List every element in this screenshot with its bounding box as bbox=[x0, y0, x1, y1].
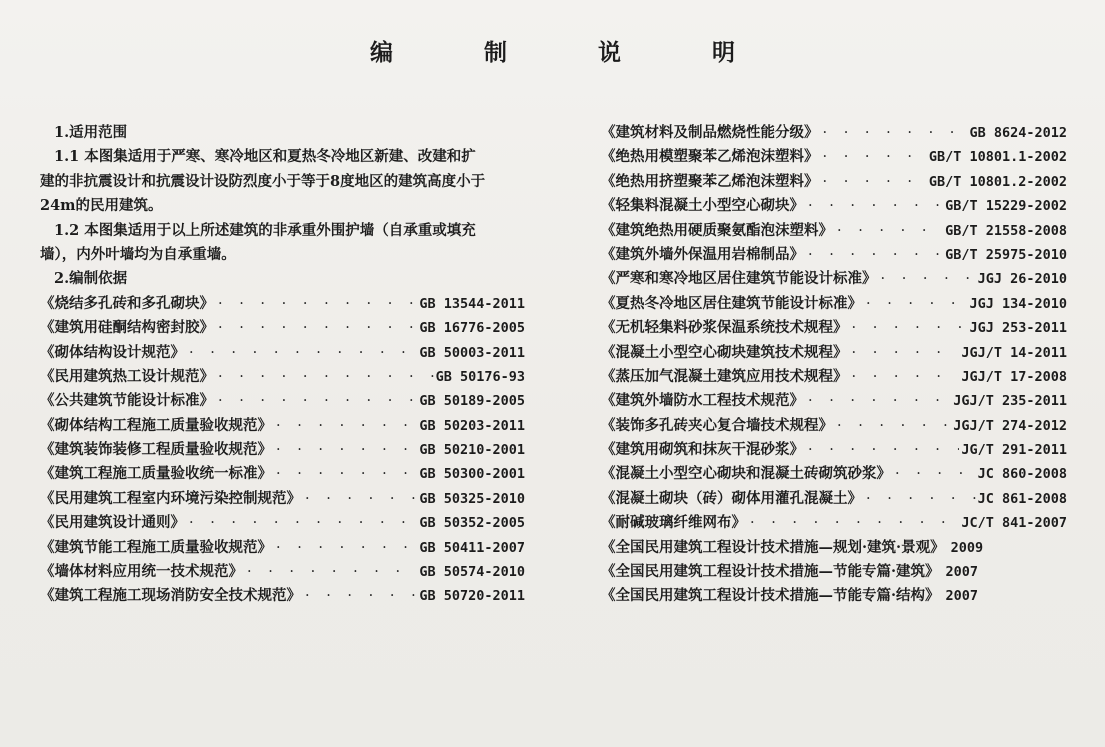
reference-code: GB/T 15229-2002 bbox=[945, 198, 1067, 215]
leader-dots bbox=[852, 365, 960, 389]
reference-item bbox=[601, 145, 1067, 169]
reference-year: 2007 bbox=[945, 564, 979, 581]
leader-dots bbox=[808, 194, 943, 218]
leader-dots bbox=[823, 170, 927, 194]
leader-dots bbox=[218, 389, 417, 413]
reference-code: JGJ 253-2011 bbox=[969, 320, 1067, 337]
reference-code: GB 50203-2011 bbox=[419, 417, 525, 434]
leader-dots bbox=[881, 267, 976, 291]
reference-name: 《墙体材料应用统一技术规范》 bbox=[40, 563, 243, 581]
reference-name: 《建筑绝热用硬质聚氨酯泡沫塑料》 bbox=[601, 221, 833, 239]
reference-code: GB/T 10801.1-2002 bbox=[928, 149, 1067, 166]
reference-name: 《全国民用建筑工程设计技术措施—节能专篇·建筑》 bbox=[601, 563, 940, 581]
reference-name: 《建筑材料及制品燃烧性能分级》 bbox=[601, 124, 819, 141]
reference-item bbox=[40, 584, 525, 608]
leader-dots bbox=[305, 584, 417, 608]
reference-item bbox=[601, 365, 1067, 389]
reference-name: 《装饰多孔砖夹心复合墙技术规程》 bbox=[601, 416, 833, 434]
reference-item bbox=[601, 267, 1067, 291]
reference-item bbox=[601, 316, 1067, 340]
reference-item bbox=[40, 487, 525, 511]
reference-name: 《混凝土砌块（砖）砌体用灌孔混凝土》 bbox=[601, 489, 862, 507]
reference-code: JGJ 26-2010 bbox=[977, 271, 1067, 288]
leader-dots bbox=[852, 316, 968, 340]
reference-year: 2007 bbox=[945, 588, 979, 605]
reference-name: 《夏热冬冷地区居住建筑节能设计标准》 bbox=[601, 294, 862, 312]
reference-item bbox=[601, 389, 1067, 413]
leader-dots bbox=[189, 341, 417, 365]
reference-code: GB 8624-2012 bbox=[969, 125, 1067, 141]
reference-code: GB/T 25975-2010 bbox=[945, 246, 1067, 263]
reference-name: 《全国民用建筑工程设计技术措施—规划·建筑·景观》 bbox=[601, 538, 945, 556]
reference-item bbox=[601, 243, 1067, 267]
reference-name: 《混凝土小型空心砌块和混凝土砖砌筑砂浆》 bbox=[601, 465, 891, 483]
reference-name: 《绝热用模塑聚苯乙烯泡沫塑料》 bbox=[601, 148, 819, 166]
reference-name: 《建筑用硅酮结构密封胶》 bbox=[40, 319, 214, 337]
reference-code: JGJ/T 14-2011 bbox=[961, 344, 1067, 361]
reference-item bbox=[40, 511, 525, 535]
reference-item bbox=[601, 584, 1067, 608]
reference-code: GB 50189-2005 bbox=[419, 393, 525, 410]
reference-item bbox=[601, 292, 1067, 316]
leader-dots bbox=[808, 243, 943, 267]
leader-dots bbox=[218, 365, 434, 389]
reference-item bbox=[601, 536, 1067, 560]
reference-code: GB 50176-93 bbox=[435, 368, 525, 385]
reference-name: 《砌体结构设计规范》 bbox=[40, 343, 185, 361]
reference-code: GB 50003-2011 bbox=[419, 344, 525, 361]
reference-item bbox=[601, 462, 1067, 486]
reference-code: JC 861-2008 bbox=[977, 490, 1067, 507]
section-heading-scope: 1.适用范围 bbox=[54, 124, 128, 141]
reference-name: 《全国民用建筑工程设计技术措施—节能专篇·结构》 bbox=[601, 587, 940, 605]
paragraph-1-1-line-2: 建的非抗震设计和抗震设计设防烈度小于等于8度地区的建筑高度小于 bbox=[40, 172, 486, 190]
reference-code: JG/T 291-2011 bbox=[961, 442, 1067, 459]
leader-dots bbox=[247, 560, 417, 584]
reference-name: 《建筑节能工程施工质量验收规范》 bbox=[40, 538, 272, 556]
reference-code: JGJ/T 17-2008 bbox=[961, 368, 1067, 385]
reference-code: GB 13544-2011 bbox=[419, 295, 525, 312]
reference-name: 《混凝土小型空心砌块建筑技术规程》 bbox=[601, 343, 848, 361]
reference-item bbox=[40, 316, 525, 340]
reference-name: 《无机轻集料砂浆保温系统技术规程》 bbox=[601, 319, 848, 337]
reference-name: 《烧结多孔砖和多孔砌块》 bbox=[40, 294, 214, 312]
leader-dots bbox=[750, 511, 959, 535]
reference-code: GB 50352-2005 bbox=[419, 515, 525, 532]
leader-dots bbox=[276, 414, 417, 438]
leader-dots bbox=[276, 536, 417, 560]
reference-code: JC/T 841-2007 bbox=[961, 515, 1067, 532]
reference-item bbox=[601, 170, 1067, 194]
reference-item bbox=[40, 292, 525, 316]
leader-dots bbox=[276, 462, 417, 486]
reference-code: GB 16776-2005 bbox=[419, 320, 525, 337]
leader-dots bbox=[837, 414, 951, 438]
left-column bbox=[40, 121, 525, 609]
reference-item bbox=[601, 414, 1067, 438]
right-column bbox=[601, 121, 1067, 609]
leader-dots bbox=[866, 292, 967, 316]
reference-code: GB/T 10801.2-2002 bbox=[928, 173, 1067, 190]
reference-code: JGJ/T 235-2011 bbox=[953, 393, 1067, 410]
reference-name: 《建筑用砌筑和抹灰干混砂浆》 bbox=[601, 441, 804, 459]
reference-item bbox=[601, 560, 1067, 584]
leader-dots bbox=[218, 316, 417, 340]
reference-item bbox=[601, 219, 1067, 243]
leader-dots bbox=[808, 389, 951, 413]
reference-item bbox=[601, 194, 1067, 218]
reference-name: 《民用建筑设计通则》 bbox=[40, 514, 185, 532]
reference-name: 《建筑工程施工现场消防安全技术规范》 bbox=[40, 587, 301, 605]
leader-dots bbox=[276, 438, 417, 462]
reference-code: JGJ 134-2010 bbox=[969, 295, 1067, 312]
reference-name: 《建筑装饰装修工程质量验收规范》 bbox=[40, 441, 272, 459]
leader-dots bbox=[852, 341, 960, 365]
reference-item bbox=[40, 462, 525, 486]
reference-year: 2009 bbox=[950, 539, 984, 556]
reference-code: GB 50411-2007 bbox=[419, 539, 525, 556]
reference-code: GB 50720-2011 bbox=[419, 588, 525, 605]
paragraph-1-1-line-1: 1.1 本图集适用于严寒、寒冷地区和夏热冬冷地区新建、改建和扩 bbox=[54, 148, 476, 166]
leader-dots bbox=[218, 292, 417, 316]
reference-name: 《严寒和寒冷地区居住建筑节能设计标准》 bbox=[601, 270, 877, 288]
reference-name: 《绝热用挤塑聚苯乙烯泡沫塑料》 bbox=[601, 172, 819, 190]
reference-name: 《民用建筑工程室内环境污染控制规范》 bbox=[40, 489, 301, 507]
paragraph-1-1-line-3: 24m的民用建筑。 bbox=[40, 197, 163, 215]
leader-dots bbox=[823, 121, 968, 145]
reference-code: GB 50574-2010 bbox=[419, 564, 525, 581]
leader-dots bbox=[189, 511, 417, 535]
page-title: 编 制 说 明 bbox=[370, 39, 769, 66]
reference-name: 《建筑外墙外保温用岩棉制品》 bbox=[601, 245, 804, 263]
reference-name: 《蒸压加气混凝土建筑应用技术规程》 bbox=[601, 367, 848, 385]
reference-code: JC 860-2008 bbox=[977, 466, 1067, 483]
reference-item bbox=[40, 365, 525, 389]
leader-dots bbox=[837, 219, 943, 243]
reference-item bbox=[601, 511, 1067, 535]
reference-name: 《民用建筑热工设计规范》 bbox=[40, 367, 214, 385]
section-heading-basis: 2.编制依据 bbox=[54, 270, 128, 288]
leader-dots bbox=[866, 487, 976, 511]
paragraph-1-2-line-1: 1.2 本图集适用于以上所述建筑的非承重外围护墙（自承重或填充 bbox=[54, 221, 476, 239]
reference-code: GB 50210-2001 bbox=[419, 442, 525, 459]
reference-name: 《公共建筑节能设计标准》 bbox=[40, 392, 214, 410]
reference-name: 《耐碱玻璃纤维网布》 bbox=[601, 514, 746, 532]
reference-item bbox=[40, 560, 525, 584]
reference-item bbox=[601, 438, 1067, 462]
reference-item bbox=[40, 389, 525, 413]
leader-dots bbox=[895, 462, 976, 486]
reference-name: 《建筑外墙防水工程技术规范》 bbox=[601, 392, 804, 410]
reference-code: GB 50300-2001 bbox=[419, 466, 525, 483]
leader-dots bbox=[305, 487, 417, 511]
reference-code: JGJ/T 274-2012 bbox=[953, 417, 1067, 434]
reference-item bbox=[40, 341, 525, 365]
reference-code: GB 50325-2010 bbox=[419, 490, 525, 507]
reference-name: 《砌体结构工程施工质量验收规范》 bbox=[40, 416, 272, 434]
reference-item bbox=[40, 536, 525, 560]
reference-item bbox=[601, 341, 1067, 365]
reference-name: 《轻集料混凝土小型空心砌块》 bbox=[601, 197, 804, 215]
leader-dots bbox=[808, 438, 959, 462]
reference-item bbox=[40, 438, 525, 462]
leader-dots bbox=[823, 145, 927, 169]
reference-item bbox=[601, 487, 1067, 511]
reference-item bbox=[601, 121, 1067, 145]
reference-name: 《建筑工程施工质量验收统一标准》 bbox=[40, 465, 272, 483]
reference-code: GB/T 21558-2008 bbox=[945, 222, 1067, 239]
reference-item bbox=[40, 414, 525, 438]
paragraph-1-2-line-2: 墙），内外叶墙均为自承重墙。 bbox=[40, 245, 236, 263]
